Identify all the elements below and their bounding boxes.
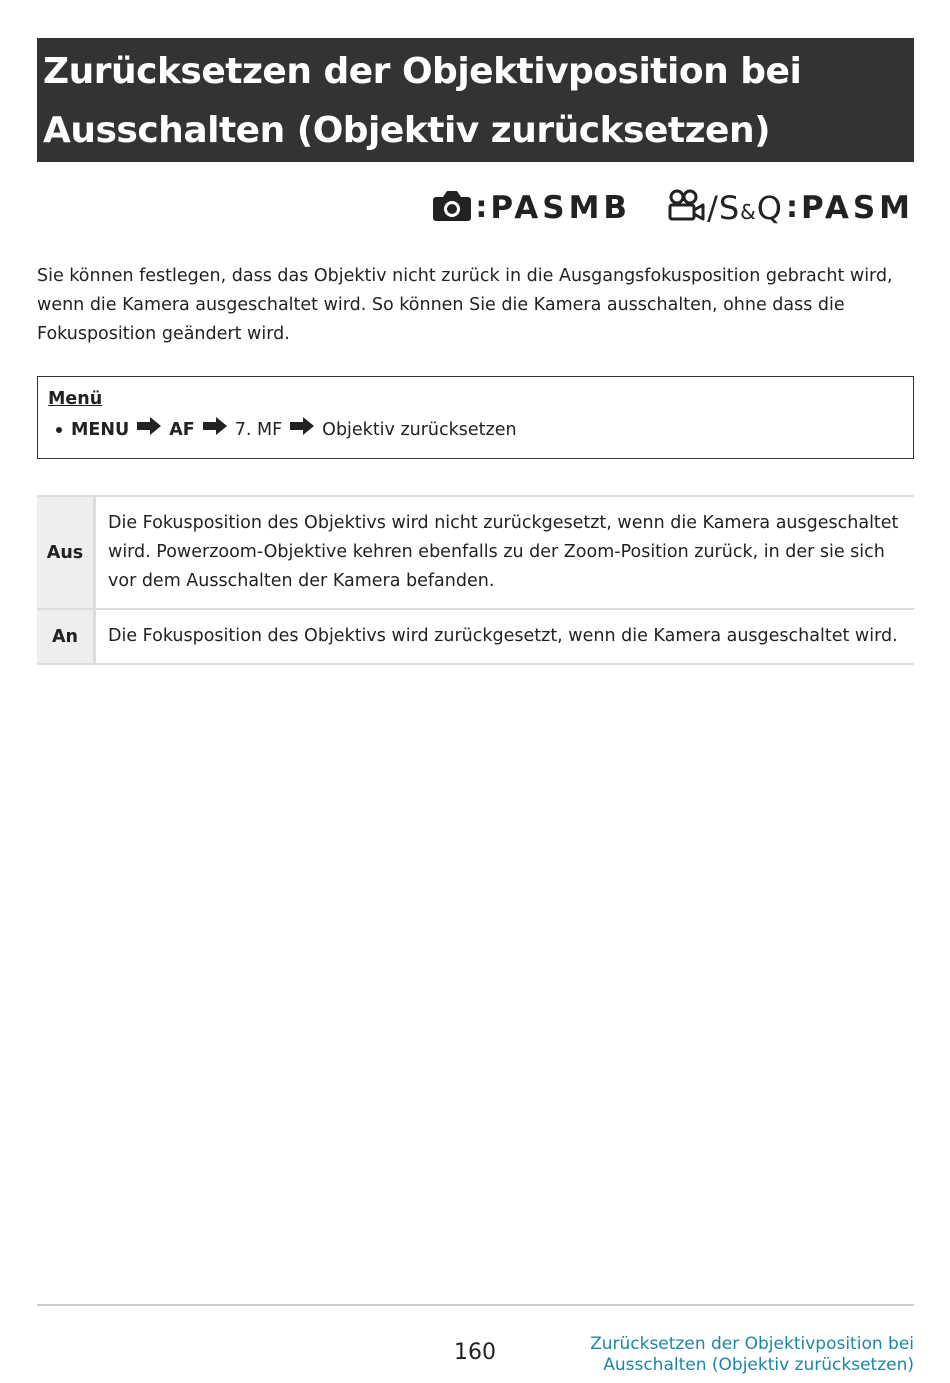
movie-mode-separator: : xyxy=(785,190,798,225)
title-bar xyxy=(37,38,914,162)
photo-modes xyxy=(432,190,631,226)
sq-amp: & xyxy=(740,200,757,224)
sq-s: S xyxy=(718,189,741,227)
menu-box xyxy=(37,376,914,459)
sq-q: Q xyxy=(756,189,783,227)
option-description: Die Fokusposition des Objektivs wird zurückgesetzt, wenn die Kamera ausgeschaltet wird. xyxy=(95,609,915,664)
option-key: An xyxy=(37,609,95,664)
table-row xyxy=(37,496,914,609)
shooting-modes xyxy=(432,186,914,230)
photo-mode-separator: : xyxy=(475,190,488,225)
page-title-line1: Zurücksetzen der Objektivposition bei xyxy=(43,51,802,92)
movie-modes xyxy=(667,189,914,227)
section-link-line1[interactable]: Zurücksetzen der Objektivposition bei xyxy=(590,1334,914,1354)
arrow-right-icon xyxy=(290,415,314,445)
footer-divider xyxy=(37,1304,914,1306)
arrow-right-icon xyxy=(137,415,161,445)
page-title-line2: Ausschalten (Objektiv zurücksetzen) xyxy=(43,110,771,151)
options-table xyxy=(37,495,914,665)
movie-mode-letters: PASM xyxy=(800,189,914,226)
table-row xyxy=(37,609,914,664)
menu-path-step-4: Objektiv zurücksetzen xyxy=(322,420,517,440)
option-description: Die Fokusposition des Objektivs wird nicht zurückgesetzt, wenn die Kamera ausgeschaltet wird. Powerzoom-Objektive kehren ebenfalls zu der Zoom-Position zurück, in der sie sich vor dem Ausschalten der Kamera befanden. xyxy=(95,496,915,609)
menu-path xyxy=(56,415,903,445)
camera-icon xyxy=(432,190,472,226)
slow-quick-label xyxy=(707,189,783,227)
option-key: Aus xyxy=(37,496,95,609)
page-number: 160 xyxy=(454,1340,496,1365)
section-link-line2[interactable]: Ausschalten (Objektiv zurücksetzen) xyxy=(603,1355,914,1375)
mode-slash: / xyxy=(707,189,719,227)
photo-mode-letters: PASMB xyxy=(490,189,632,226)
bullet xyxy=(56,427,62,433)
menu-path-step-2: AF xyxy=(169,420,195,440)
menu-path-step-3: 7. MF xyxy=(234,420,283,440)
arrow-right-icon xyxy=(203,415,227,445)
menu-path-step-1: MENU xyxy=(71,420,130,440)
section-link[interactable] xyxy=(590,1334,914,1376)
page-title xyxy=(43,42,914,160)
intro-paragraph: Sie können festlegen, dass das Objektiv nicht zurück in die Ausgangsfokusposition gebracht wird, wenn die Kamera ausgeschaltet wird. So können Sie die Kamera ausschalten, ohne dass die Fokusposition geändert wird. xyxy=(37,266,893,344)
movie-camera-icon xyxy=(667,189,705,227)
menu-title: Menü xyxy=(48,389,103,409)
